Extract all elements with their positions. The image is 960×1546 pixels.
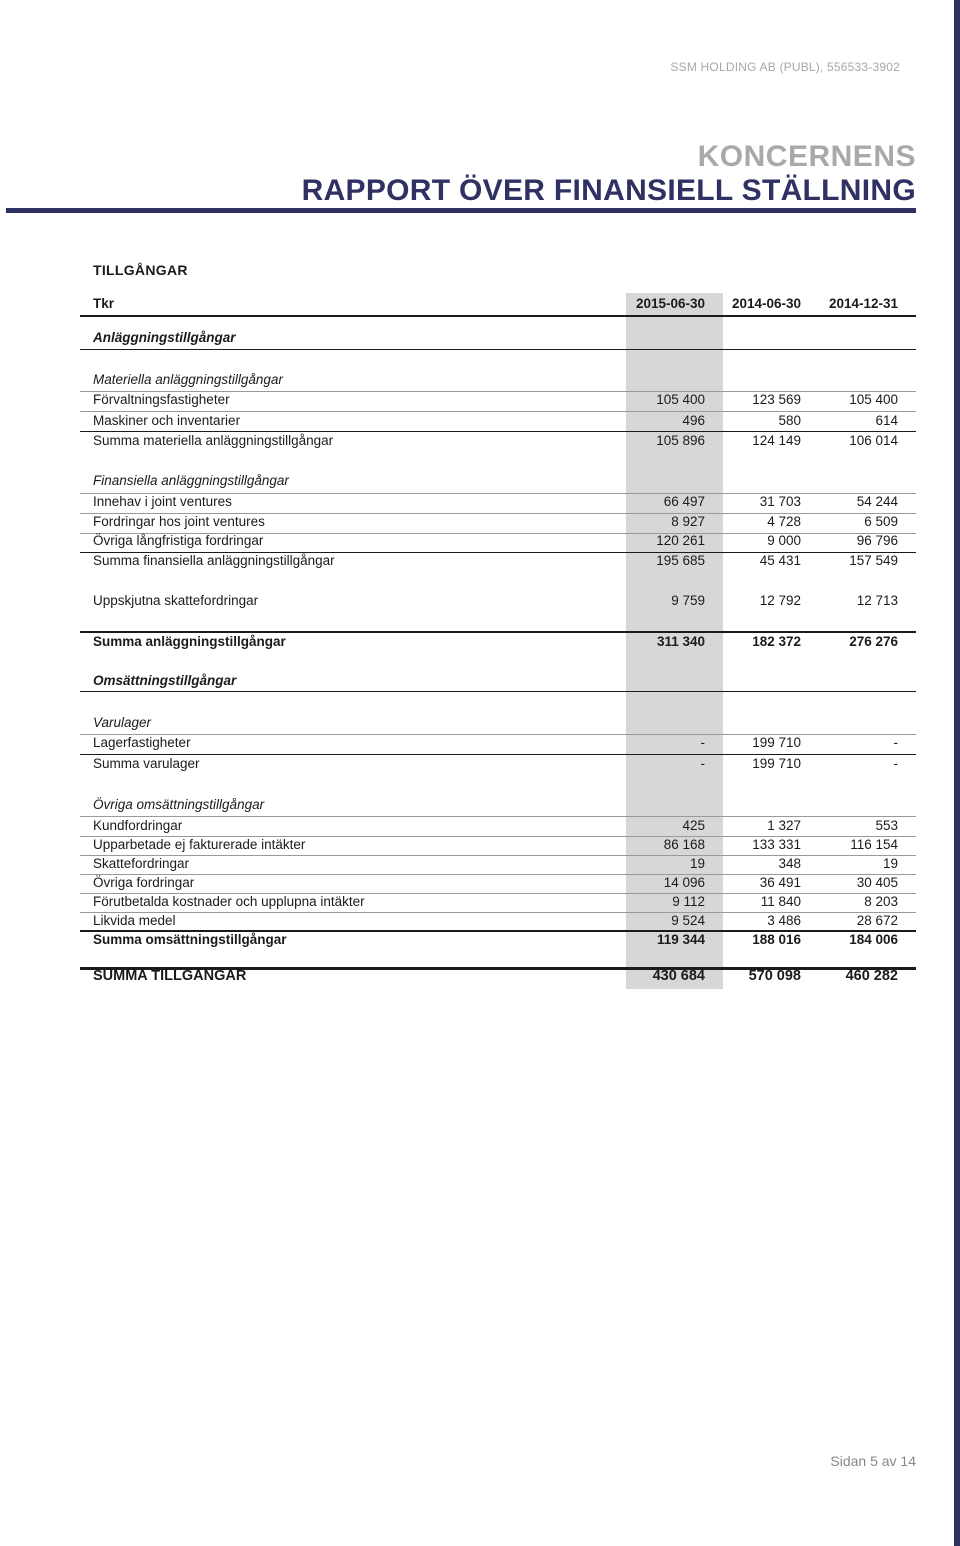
cell-2014-12-31: 8 203: [864, 894, 898, 909]
cell-2015-06-30: 14 096: [663, 875, 705, 890]
table-row: [80, 815, 916, 835]
table-row: [80, 834, 916, 854]
total-row: [80, 631, 916, 651]
cell-2014-12-31: -: [893, 735, 898, 750]
cell-2015-06-30: 9 759: [671, 593, 705, 608]
cell-2014-06-30: 11 840: [760, 894, 801, 909]
edge-strip: [954, 0, 960, 1546]
row-label: Innehav i joint ventures: [93, 494, 232, 509]
cell-2015-06-30: 430 684: [652, 968, 705, 984]
table-header-row: [80, 293, 916, 313]
cell-2014-12-31: 12 713: [856, 593, 898, 608]
title-line-2: RAPPORT ÖVER FINANSIELL STÄLLNING: [301, 174, 916, 207]
cell-2014-06-30: 124 149: [752, 433, 801, 448]
row-label: Övriga fordringar: [93, 875, 195, 890]
cell-2014-12-31: 106 014: [849, 433, 898, 448]
cell-2014-12-31: 116 154: [850, 837, 898, 852]
cell-2014-12-31: 460 282: [845, 968, 898, 984]
row-label: Summa anläggningstillgångar: [93, 634, 286, 649]
subgroup-heading: [80, 369, 916, 389]
cell-2014-06-30: 4 728: [767, 514, 801, 529]
section-title: TILLGÅNGAR: [93, 262, 188, 278]
table-row: [80, 732, 916, 752]
cell-2015-06-30: 311 340: [656, 634, 705, 649]
table-row: [80, 853, 916, 873]
cell-2014-06-30: 580: [778, 413, 801, 428]
cell-2015-06-30: 195 685: [656, 553, 705, 568]
title-line-1: KONCERNENS: [697, 140, 916, 173]
row-label: Förvaltningsfastigheter: [93, 392, 230, 407]
cell-2014-06-30: 570 098: [748, 968, 801, 984]
row-label: Anläggningstillgångar: [93, 330, 236, 345]
cell-2015-06-30: 9 112: [672, 894, 705, 909]
subgroup-heading: [80, 470, 916, 490]
cell-2014-06-30: 188 016: [752, 932, 801, 947]
cell-2014-06-30: 1 327: [767, 818, 801, 833]
cell-2014-12-31: 54 244: [856, 494, 898, 509]
table-row: [80, 511, 916, 531]
grand-total-row: [80, 966, 916, 986]
row-label: Summa omsättningstillgångar: [93, 932, 287, 947]
table-row: [80, 872, 916, 892]
col-header-2015-06-30: 2015-06-30: [635, 296, 705, 311]
cell-2015-06-30: 496: [682, 413, 705, 428]
row-label: Finansiella anläggningstillgångar: [93, 473, 289, 488]
cell-2014-06-30: 348: [778, 856, 801, 871]
row-label: Upparbetade ej fakturerade intäkter: [93, 837, 306, 852]
cell-2014-06-30: 9 000: [767, 533, 801, 548]
cell-2014-06-30: 123 569: [752, 392, 801, 407]
page-number: Sidan 5 av 14: [830, 1453, 916, 1469]
cell-2015-06-30: -: [700, 735, 705, 750]
row-label: Övriga omsättningstillgångar: [93, 797, 265, 812]
cell-2014-12-31: 30 405: [856, 875, 898, 890]
cell-2014-06-30: 3 486: [767, 913, 801, 928]
row-label: Varulager: [93, 715, 152, 730]
row-label: Summa finansiella anläggningstillgångar: [93, 553, 335, 568]
cell-2015-06-30: 9 524: [671, 913, 705, 928]
cell-2015-06-30: 119 344: [656, 932, 705, 947]
subtotal-row: [80, 550, 916, 570]
company-header: SSM HOLDING AB (PUBL), 556533-3902: [670, 60, 900, 74]
row-label: Materiella anläggningstillgångar: [93, 372, 283, 387]
table-row: [80, 410, 916, 430]
cell-2014-06-30: 199 710: [752, 756, 801, 771]
col-header-2014-06-30: 2014-06-30: [731, 296, 801, 311]
cell-2014-06-30: 36 491: [759, 875, 801, 890]
table-row: [80, 891, 916, 911]
cell-2014-12-31: 276 276: [849, 634, 898, 649]
cell-2014-12-31: 6 509: [864, 514, 898, 529]
total-row: [80, 929, 916, 949]
row-label: Uppskjutna skattefordringar: [93, 593, 259, 608]
cell-2015-06-30: 19: [689, 856, 705, 871]
cell-2014-12-31: 157 549: [849, 553, 898, 568]
table-row: [80, 910, 916, 930]
subgroup-heading: [80, 712, 916, 732]
col-header-2014-12-31: 2014-12-31: [828, 296, 898, 311]
cell-2015-06-30: -: [700, 756, 705, 771]
rule: [80, 691, 916, 692]
cell-2015-06-30: 105 400: [656, 392, 705, 407]
subtotal-row: [80, 753, 916, 773]
row-label: SUMMA TILLGÅNGAR: [93, 968, 247, 984]
row-label: Likvida medel: [93, 913, 176, 928]
unit-label: Tkr: [93, 296, 115, 311]
table-row: [80, 491, 916, 511]
row-label: Skattefordringar: [93, 856, 190, 871]
subtotal-row: [80, 430, 916, 450]
cell-2014-06-30: 182 372: [752, 634, 801, 649]
row-label: Summa materiella anläggningstillgångar: [93, 433, 334, 448]
cell-2015-06-30: 8 927: [671, 514, 705, 529]
cell-2015-06-30: 86 168: [663, 837, 705, 852]
row-label: Fordringar hos joint ventures: [93, 514, 265, 529]
cell-2014-12-31: 105 400: [849, 392, 898, 407]
table-row: [80, 389, 916, 409]
group-heading: [80, 670, 916, 690]
cell-2015-06-30: 66 497: [663, 494, 705, 509]
cell-2014-12-31: 28 672: [856, 913, 898, 928]
row-label: Övriga långfristiga fordringar: [93, 533, 264, 548]
row-label: Summa varulager: [93, 756, 200, 771]
header-rule: [80, 315, 916, 317]
group-heading: [80, 327, 916, 347]
cell-2015-06-30: 105 896: [656, 433, 705, 448]
cell-2014-06-30: 12 792: [759, 593, 801, 608]
title-rule: [6, 208, 916, 213]
row-label: Kundfordringar: [93, 818, 183, 833]
cell-2014-06-30: 133 331: [752, 837, 801, 852]
cell-2014-06-30: 31 703: [759, 494, 801, 509]
cell-2015-06-30: 425: [682, 818, 705, 833]
cell-2014-12-31: 614: [875, 413, 898, 428]
row-label: Förutbetalda kostnader och upplupna intäkter: [93, 894, 365, 909]
table-row: [80, 530, 916, 550]
cell-2014-12-31: 553: [875, 818, 898, 833]
table-row: [80, 590, 916, 610]
rule: [80, 349, 916, 350]
row-label: Lagerfastigheter: [93, 735, 191, 750]
row-label: Omsättningstillgångar: [93, 673, 237, 688]
subgroup-heading: [80, 794, 916, 814]
row-label: Maskiner och inventarier: [93, 413, 241, 428]
cell-2015-06-30: 120 261: [656, 533, 705, 548]
cell-2014-12-31: -: [893, 756, 898, 771]
cell-2014-06-30: 45 431: [759, 553, 801, 568]
cell-2014-12-31: 19: [882, 856, 898, 871]
cell-2014-06-30: 199 710: [752, 735, 801, 750]
page-title: [302, 140, 916, 208]
cell-2014-12-31: 96 796: [856, 533, 898, 548]
cell-2014-12-31: 184 006: [849, 932, 898, 947]
